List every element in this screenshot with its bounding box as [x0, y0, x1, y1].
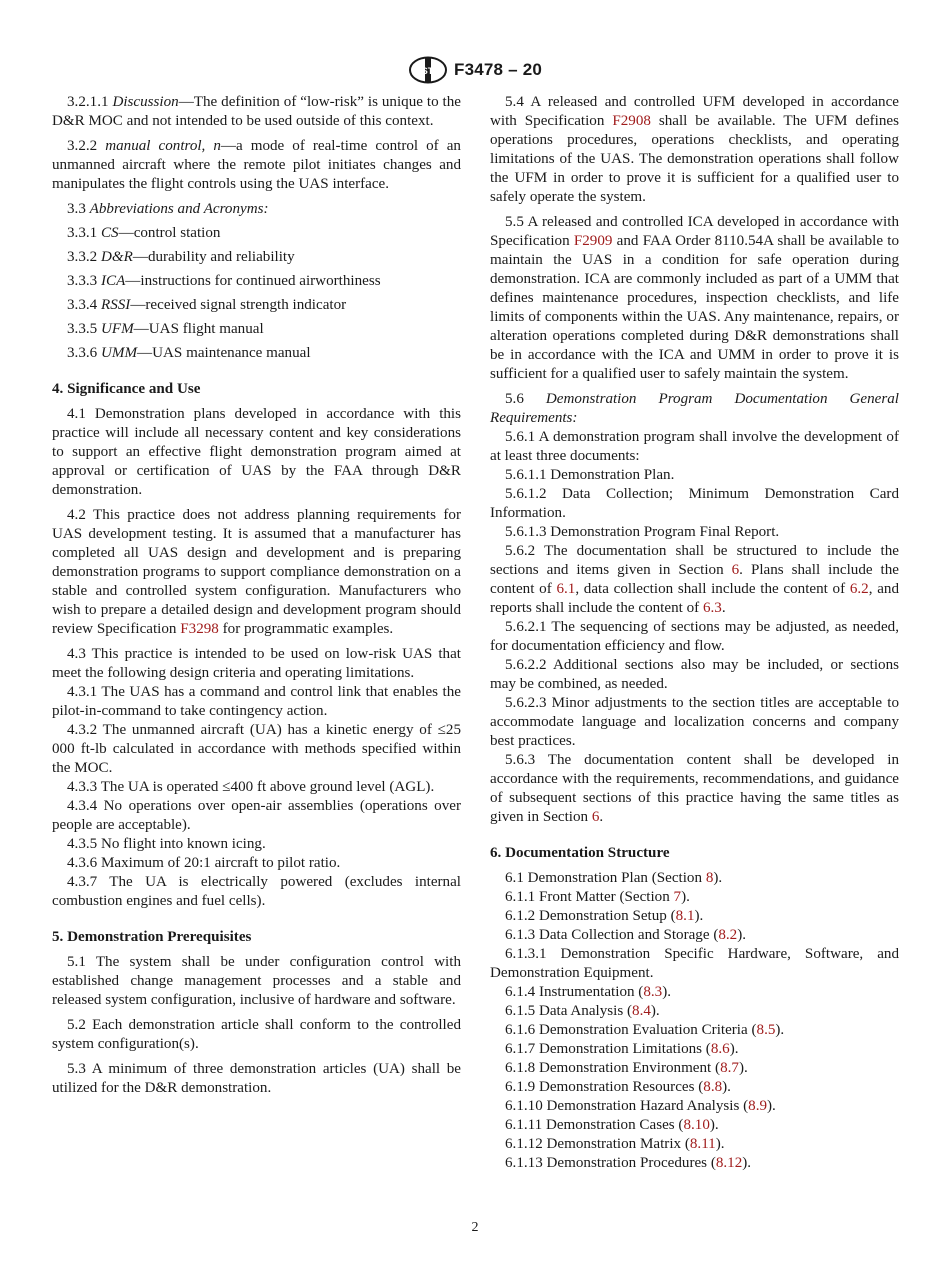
abbreviation-item: 3.3.1 CS—control station	[67, 225, 221, 241]
ref-f2909-link[interactable]: F2909	[573, 233, 613, 249]
structure-item: 6.1.6 Demonstration Evaluation Criteria (8.5).	[505, 1022, 785, 1038]
section-ref-link[interactable]: 8.1	[675, 908, 695, 924]
para-5-6: 5.6 Demonstration Program Documentation General Requirements:	[490, 391, 899, 426]
svg-text:ASTM: ASTM	[415, 66, 441, 76]
structure-item: 6.1.12 Demonstration Matrix (8.11).	[505, 1136, 725, 1152]
para-4-2: 4.2 This practice does not address planning requirements for UAS development testing. It is assumed that a manufacturer has completed all UAS design and development and is preparing demonstration programs to support compliance demonstration on a stable and controlled system configuration. Manufacturers who wish to prepare a detailed design and development program should review Specification F3298 for programmatic examples.	[52, 507, 461, 637]
para-4-3-3: 4.3.3 The UA is operated ≤400 ft above ground level (AGL).	[67, 779, 435, 795]
structure-item: 6.1.5 Data Analysis (8.4).	[505, 1003, 660, 1019]
para-4-1: 4.1 Demonstration plans developed in accordance with this practice will include all necessary content and key considerations to support an effective flight demonstration program aimed at approval or certification of UAS by the FAA through D&R demonstration.	[52, 406, 461, 498]
para-4-3-2: 4.3.2 The unmanned aircraft (UA) has a kinetic energy of ≤25 000 ft-lb calculated in accordance with methods specified within the MOC.	[52, 722, 461, 776]
structure-item: 6.1.2 Demonstration Setup (8.1).	[505, 908, 704, 924]
astm-logo-icon	[408, 56, 448, 84]
section-ref-link[interactable]: 8	[705, 870, 714, 886]
structure-item: 6.1 Demonstration Plan (Section 8).	[505, 870, 723, 886]
structure-item: 6.1.10 Demonstration Hazard Analysis (8.9).	[505, 1098, 776, 1114]
ref-f3298-link[interactable]: F3298	[180, 621, 219, 637]
section-ref-link[interactable]: 8.3	[643, 984, 663, 1000]
structure-item: 6.1.9 Demonstration Resources (8.8).	[505, 1079, 731, 1095]
para-5-6-2-3: 5.6.2.3 Minor adjustments to the section titles are acceptable to accommodate language and localization concerns and company best practices.	[490, 695, 899, 749]
para-5-6-1-1: 5.6.1.1 Demonstration Plan.	[505, 467, 675, 483]
page-header	[0, 56, 950, 84]
para-5-6-2-2: 5.6.2.2 Additional sections also may be included, or sections may be combined, as needed.	[490, 657, 899, 692]
para-5-3: 5.3 A minimum of three demonstration articles (UA) shall be utilized for the D&R demonstration.	[52, 1061, 461, 1096]
section-ref-link[interactable]: 8.5	[756, 1022, 776, 1038]
left-column	[52, 93, 461, 1098]
section-5-heading: 5. Demonstration Prerequisites	[52, 929, 252, 945]
para-5-6-1: 5.6.1 A demonstration program shall involve the development of at least three documents:	[490, 429, 899, 464]
para-5-6-1-3: 5.6.1.3 Demonstration Program Final Report.	[505, 524, 780, 540]
section-ref-link[interactable]: 8.6	[710, 1041, 730, 1057]
page-number: 2	[471, 1220, 479, 1235]
para-5-5: 5.5 A released and controlled ICA developed in accordance with Specification F2909 and FAA Order 8110.54A shall be available to maintain the UAS in a condition for safe operation during demonstration. ICA are commonly included as part of a UMM that defines maintenance procedures, inspection checklists, and life limits of components within the UAS. Any maintenance, repairs, or alteration operations completed during D&R demonstrations shall be in accordance with the ICA and UMM in order to prove it is sufficient for a qualified user to safely maintain the system.	[490, 214, 899, 382]
para-3-2-1-1: 3.2.1.1 Discussion—The definition of “low-risk” is unique to the D&R MOC and not intended to be used outside of this context.	[52, 94, 461, 129]
structure-item: 6.1.11 Demonstration Cases (8.10).	[505, 1117, 719, 1133]
section-6-heading: 6. Documentation Structure	[490, 845, 670, 861]
ref-6-3-link[interactable]: 6.3	[702, 600, 722, 616]
para-4-3-7: 4.3.7 The UA is electrically powered (excludes internal combustion engines and fuel cells).	[52, 874, 461, 909]
section-ref-link[interactable]: 8.10	[683, 1117, 710, 1133]
structure-item: 6.1.1 Front Matter (Section 7).	[505, 889, 690, 905]
section-ref-link[interactable]: 8.8	[703, 1079, 723, 1095]
para-4-3-1: 4.3.1 The UAS has a command and control link that enables the pilot-in-command to take contingency action.	[52, 684, 461, 719]
abbreviation-item: 3.3.2 D&R—durability and reliability	[67, 249, 295, 265]
structure-item: 6.1.3.1 Demonstration Specific Hardware, Software, and Demonstration Equipment.	[490, 946, 899, 981]
structure-item: 6.1.7 Demonstration Limitations (8.6).	[505, 1041, 739, 1057]
section-ref-link[interactable]: 8.11	[689, 1136, 716, 1152]
standard-designation: F3478 – 20	[453, 60, 542, 79]
ref-section-6-link[interactable]: 6	[731, 562, 740, 578]
para-4-3-6: 4.3.6 Maximum of 20:1 aircraft to pilot ratio.	[67, 855, 341, 871]
ref-6-2-link[interactable]: 6.2	[849, 581, 869, 597]
structure-item: 6.1.3 Data Collection and Storage (8.2).	[505, 927, 747, 943]
para-5-1: 5.1 The system shall be under configuration control with established change management processes and a stable and released system configuration, inclusive of hardware and software.	[52, 954, 461, 1008]
section-ref-link[interactable]: 8.7	[720, 1060, 739, 1076]
documentation-structure-list	[490, 869, 899, 1173]
section-ref-link[interactable]: 8.2	[718, 927, 738, 943]
section-ref-link[interactable]: 7	[673, 889, 682, 905]
ref-f2908-link[interactable]: F2908	[612, 113, 651, 129]
right-column	[490, 93, 899, 1173]
para-5-6-3: 5.6.3 The documentation content shall be developed in accordance with the requirements, recommendations, and guidance of subsequent sections of this practice having the same titles as given in Section 6.	[490, 752, 899, 825]
abbreviation-item: 3.3.3 ICA—instructions for continued airworthiness	[67, 273, 381, 289]
structure-item: 6.1.8 Demonstration Environment (8.7).	[505, 1060, 748, 1076]
para-4-3: 4.3 This practice is intended to be used on low-risk UAS that meet the following design criteria and operating limitations.	[52, 646, 461, 681]
abbreviation-item: 3.3.6 UMM—UAS maintenance manual	[67, 345, 311, 361]
para-5-6-2-1: 5.6.2.1 The sequencing of sections may be adjusted, as needed, for documentation efficiency and flow.	[490, 619, 899, 654]
para-4-3-4: 4.3.4 No operations over open-air assemblies (operations over people are acceptable).	[52, 798, 461, 833]
para-5-6-1-2: 5.6.1.2 Data Collection; Minimum Demonstration Card Information.	[490, 486, 899, 521]
ref-6-1-link[interactable]: 6.1	[556, 581, 576, 597]
abbreviation-item: 3.3.4 RSSI—received signal strength indicator	[67, 297, 347, 313]
para-3-3: 3.3 Abbreviations and Acronyms:	[67, 201, 269, 217]
abbreviation-item: 3.3.5 UFM—UAS flight manual	[67, 321, 264, 337]
structure-item: 6.1.13 Demonstration Procedures (8.12).	[505, 1155, 752, 1171]
ref-section-6-link[interactable]: 6	[591, 809, 600, 825]
para-5-2: 5.2 Each demonstration article shall conform to the controlled system configuration(s).	[52, 1017, 461, 1052]
abbreviation-list	[52, 224, 461, 363]
section-ref-link[interactable]: 8.9	[748, 1098, 768, 1114]
para-5-6-2: 5.6.2 The documentation shall be structured to include the sections and items given in Section 6. Plans shall include the content of 6.1, data collection shall include the content of 6.2, and reports shall include the content of 6.3.	[490, 543, 900, 616]
para-5-4: 5.4 A released and controlled UFM developed in accordance with Specification F2908 shall be available. The UFM defines operations procedures, operations checklists, and operating limitations of the UAS. The demonstration operations shall follow the UFM in order to prove it is sufficient for a qualified user to safely operate the system.	[490, 94, 899, 205]
structure-item: 6.1.4 Instrumentation (8.3).	[505, 984, 672, 1000]
para-4-3-5: 4.3.5 No flight into known icing.	[67, 836, 266, 852]
section-4-heading: 4. Significance and Use	[52, 381, 201, 397]
para-3-2-2: 3.2.2 manual control, n—a mode of real-time control of an unmanned aircraft where the remote pilot initiates changes and manipulates the flight controls using the UAS interface.	[52, 138, 461, 192]
section-ref-link[interactable]: 8.4	[632, 1003, 651, 1019]
section-ref-link[interactable]: 8.12	[715, 1155, 743, 1171]
